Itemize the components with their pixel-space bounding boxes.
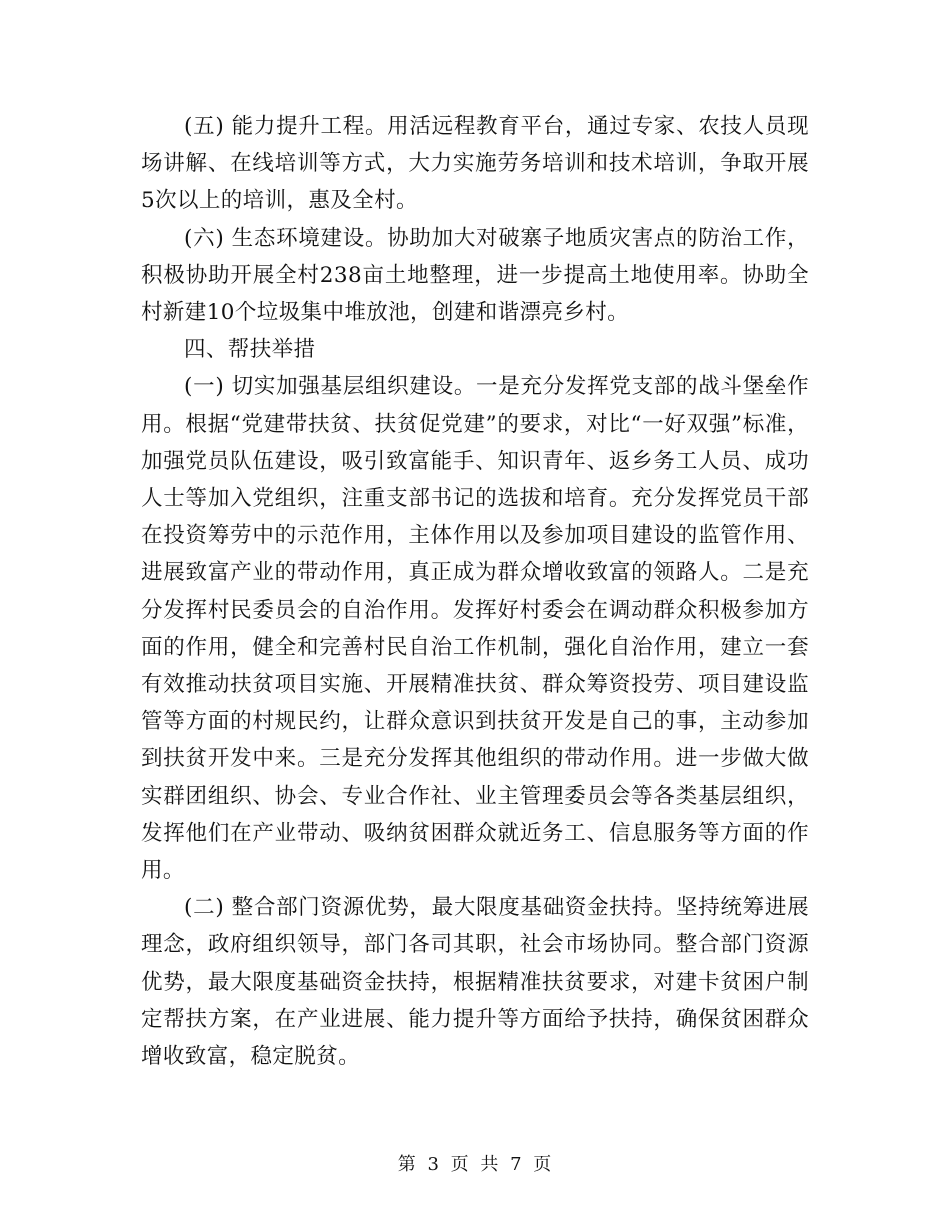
paragraph-ecological-environment: (六) 生态环境建设。协助加大对破寨子地质灾害点的防治工作，积极协助开展全村238亩土地整理，进一步提高土地使用率。协助全村新建10个垃圾集中堆放池，创建和谐漂亮乡村。 <box>141 225 809 326</box>
paragraph-department-resources: (二) 整合部门资源优势，最大限度基础资金扶持。坚持统筹进展理念，政府组织领导，部门各司其职，社会市场协同。整合部门资源优势，最大限度基础资金扶持，根据精准扶贫要求，对建卡贫困户制定帮扶方案，在产业进展、能力提升等方面给予扶持，确保贫困群众增收致富，稳定脱贫。 <box>141 895 809 1070</box>
paragraph-capacity-building: (五) 能力提升工程。用活远程教育平台，通过专家、农技人员现场讲解、在线培训等方式，大力实施劳务培训和技术培训，争取开展5次以上的培训，惠及全村。 <box>141 114 809 214</box>
document-body <box>141 108 809 1075</box>
page-number-footer: 第 3 页 共 7 页 <box>397 1154 553 1175</box>
section-heading: 四、帮扶举措 <box>184 337 316 363</box>
paragraph-grassroots-organization: (一) 切实加强基层组织建设。一是充分发挥党支部的战斗堡垒作用。根据“党建带扶贫、扶贫促党建”的要求，对比“一好双强”标准，加强党员队伍建设，吸引致富能手、知识青年、返乡务工人员、成功人士等加入党组织，注重支部书记的选拔和培育。充分发挥党员干部在投资筹劳中的示范作用，主体作用以及参加项目建设的监管作用、进展致富产业的带动作用，真正成为群众增收致富的领路人。二是充分发挥村民委员会的自治作用。发挥好村委会在调动群众积极参加方面的作用，健全和完善村民自治工作机制，强化自治作用，建立一套有效推动扶贫项目实施、开展精准扶贫、群众筹资投劳、项目建设监管等方面的村规民约，让群众意识到扶贫开发是自己的事，主动参加到扶贫开发中来。三是充分发挥其他组织的带动作用。进一步做大做实群团组织、协会、专业合作社、业主管理委员会等各类基层组织，发挥他们在产业带动、吸纳贫困群众就近务工、信息服务等方面的作用。 <box>141 374 809 884</box>
